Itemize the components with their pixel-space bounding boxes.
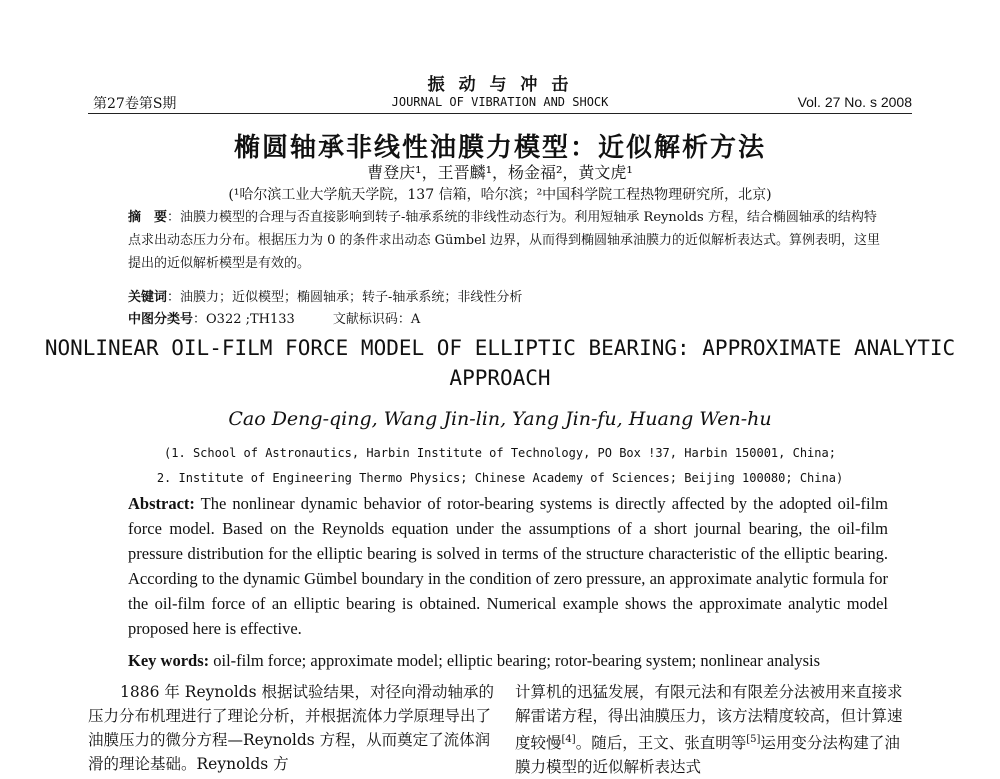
body-right-text-c: 运用变分法构建了油膜力模型的近似解析表达式 [515,734,900,777]
volume-issue-cn: 第27卷第S期 [93,96,177,112]
body-right-text-b: 。随后，王文、张直明等 [575,734,747,753]
affiliation-en-2: 2. Institute of Engineering Thermo Physics; Chinese Academy of Sciences; Beijing 100080; China) [156,471,844,485]
affiliations-cn: (¹哈尔滨工业大学航天学院，137 信箱，哈尔滨；²中国科学院工程热物理研究所，北京) [228,187,772,203]
citation-4: [4] [561,734,576,745]
keywords-cn-text: ：油膜力；近似模型；椭圆轴承；转子-轴承系统；非线性分析 [167,290,523,305]
journal-name-en: JOURNAL OF VIBRATION AND SHOCK [391,95,609,109]
abstract-en [128,491,888,641]
keywords-en-label: Key words: [128,651,210,670]
body-right-column [515,680,915,779]
body-left-column [88,680,498,776]
header-rule [88,113,912,114]
keywords-en-text: oil-film force; approximate model; elliptic bearing; rotor-bearing system; nonlinear analysis [209,651,821,670]
document-code: ：A [397,312,421,327]
keywords-cn-label: 关键词 [128,290,168,305]
body-right-text-a: 计算机的迅猛发展，有限元法和有限差分法被用来直接求解雷诺方程，得出油膜压力，该方法精度较高，但计算速度较慢 [515,683,903,753]
keywords-en [128,651,898,671]
document-code-label: 文献标识码 [332,312,398,327]
paper-title-cn: 椭圆轴承非线性油膜力模型：近似解析方法 [233,133,766,163]
citation-5: [5] [746,734,761,745]
abstract-cn [128,206,888,275]
classification-cn [128,308,888,331]
paper-title-en: NONLINEAR OIL-FILM FORCE MODEL OF ELLIPTIC BEARING: APPROXIMATE ANALYTIC APPROACH [44,336,956,390]
journal-name-cn: 振 动 与 冲 击 [427,75,573,95]
authors-cn: 曹登庆¹，王晋麟¹，杨金福²，黄文虎¹ [367,163,633,182]
keywords-cn [128,286,888,309]
authors-en: Cao Deng-qing, Wang Jin-lin, Yang Jin-fu, Huang Wen-hu [228,408,772,430]
abstract-en-label: Abstract: [128,494,195,513]
abstract-en-text: The nonlinear dynamic behavior of rotor-bearing systems is directly affected by the adopted oil-film force model. Based on the Reynolds equation under the assumptions of a short journal bearing, the oil-film pressure distribution for the elliptic bearing is solved in terms of the structure characteristic of the elliptic bearing. According to the dynamic Gümbel boundary in the condition of zero pressure, an approximate analytic formula for the oil-film force of an elliptic bearing is obtained. Numerical example shows the approximate analytic model proposed here is effective. [128,494,888,638]
classification-code: ：O322 ;TH133 [193,312,295,327]
body-left-text: 1886 年 Reynolds 根据试验结果，对径向滑动轴承的压力分布机理进行了理论分析，并根据流体力学原理导出了油膜压力的微分方程—Reynolds 方程，从而奠定了流体润滑的理论基础。Reynolds 方 [88,683,494,773]
abstract-cn-text: ：油膜力模型的合理与否直接影响到转子-轴承系统的非线性动态行为。利用短轴承 Reynolds 方程，结合椭圆轴承的结构特点求出动态压力分布。根据压力为 0 的条件求出动态 Gümbel 边界，从而得到椭圆轴承油膜力的近似解析表达式。算例表明，这里提出的近似解析模型是有效的。 [128,210,881,271]
affiliation-en-1: (1. School of Astronautics, Harbin Institute of Technology, PO Box !37, Harbin 150001, China; [164,446,836,460]
classification-label: 中图分类号 [128,312,194,327]
abstract-cn-label: 摘 要 [128,210,168,225]
volume-issue-en: Vol. 27 No. s 2008 [797,94,912,110]
